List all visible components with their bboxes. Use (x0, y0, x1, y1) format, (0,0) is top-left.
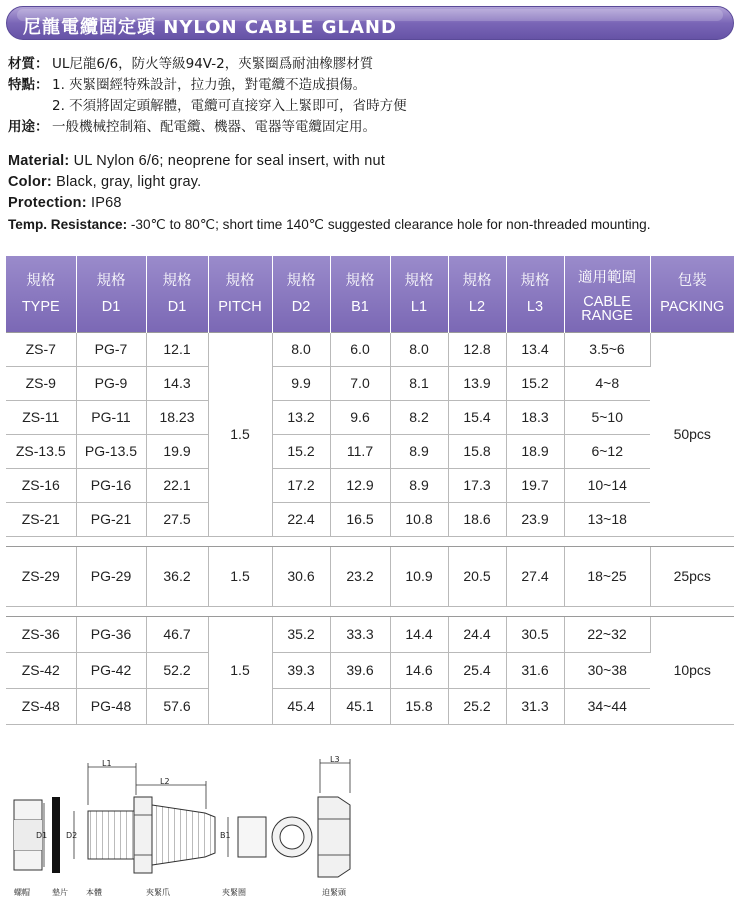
header-d1-pg: 規格 D1 (76, 256, 146, 332)
cell-l3: 18.9 (506, 434, 564, 468)
cell-l1: 8.1 (390, 366, 448, 400)
cell-type: ZS-16 (6, 468, 76, 502)
en-temp-key: Temp. Resistance: (8, 217, 128, 232)
page-title: 尼龍電纜固定頭 NYLON CABLE GLAND (23, 17, 397, 38)
cell-pg: PG-16 (76, 468, 146, 502)
cell-d1: 14.3 (146, 366, 208, 400)
cell-l2: 25.4 (448, 652, 506, 688)
header-l1: 規格 L1 (390, 256, 448, 332)
cell-pg: PG-9 (76, 366, 146, 400)
part-cap-label: 迫緊頭 (322, 888, 346, 897)
cell-type: ZS-48 (6, 688, 76, 724)
header-packing: 包裝 PACKING (650, 256, 734, 332)
zh-feature-line-2 (8, 96, 728, 117)
cell-pg: PG-29 (76, 546, 146, 606)
table-row (6, 400, 734, 434)
cell-l1: 10.9 (390, 546, 448, 606)
cell-d2: 9.9 (272, 366, 330, 400)
cell-range: 30~38 (564, 652, 650, 688)
part-body-label: 本體 (86, 888, 102, 897)
cell-type: ZS-7 (6, 332, 76, 366)
table-row (6, 652, 734, 688)
en-color-line (8, 172, 738, 193)
cell-range: 10~14 (564, 468, 650, 502)
en-material-key: Material: (8, 153, 70, 169)
cell-d1: 19.9 (146, 434, 208, 468)
cell-l3: 15.2 (506, 366, 564, 400)
cell-d1: 46.7 (146, 616, 208, 652)
cell-d2: 35.2 (272, 616, 330, 652)
cell-pg: PG-36 (76, 616, 146, 652)
cell-type: ZS-42 (6, 652, 76, 688)
cell-b1: 7.0 (330, 366, 390, 400)
cell-b1: 23.2 (330, 546, 390, 606)
cell-range: 3.5~6 (564, 332, 650, 366)
parts-diagram (0, 745, 740, 905)
cell-l3: 31.3 (506, 688, 564, 724)
cell-l2: 24.4 (448, 616, 506, 652)
cell-b1: 11.7 (330, 434, 390, 468)
cap-shape (318, 797, 350, 877)
cell-pitch: 1.5 (208, 616, 272, 724)
cell-d2: 22.4 (272, 502, 330, 536)
en-protection-key: Protection: (8, 195, 87, 211)
en-material-line (8, 151, 738, 172)
en-material-value: UL Nylon 6/6; neoprene for seal insert, with nut (69, 153, 385, 169)
dim-b1-label: B1 (220, 831, 231, 840)
cell-range: 5~10 (564, 400, 650, 434)
table-group-gap (6, 536, 734, 546)
cell-l2: 25.2 (448, 688, 506, 724)
cell-l2: 12.8 (448, 332, 506, 366)
cell-packing: 25pcs (650, 546, 734, 606)
cell-type: ZS-9 (6, 366, 76, 400)
table-row (6, 616, 734, 652)
cell-range: 13~18 (564, 502, 650, 536)
cell-l1: 8.9 (390, 434, 448, 468)
cell-l1: 15.8 (390, 688, 448, 724)
dim-l3-label: L3 (330, 755, 340, 764)
cell-packing: 50pcs (650, 332, 734, 536)
table-group-gap (6, 606, 734, 616)
cell-d1: 12.1 (146, 332, 208, 366)
zh-feature-key: 特點： (8, 77, 49, 93)
cell-pg: PG-21 (76, 502, 146, 536)
part-seal-label: 夾緊圈 (222, 888, 246, 897)
cell-l2: 20.5 (448, 546, 506, 606)
dim-d1-label: D1 (36, 831, 48, 840)
cell-range: 4~8 (564, 366, 650, 400)
cell-pg: PG-42 (76, 652, 146, 688)
cell-b1: 6.0 (330, 332, 390, 366)
cell-pitch: 1.5 (208, 332, 272, 536)
cell-pitch: 1.5 (208, 546, 272, 606)
claw-shape (152, 805, 215, 865)
cell-type: ZS-21 (6, 502, 76, 536)
spec-table (6, 256, 734, 725)
cell-type: ZS-36 (6, 616, 76, 652)
cell-d1: 57.6 (146, 688, 208, 724)
table-header-row (6, 256, 734, 332)
cell-d1: 22.1 (146, 468, 208, 502)
cell-range: 34~44 (564, 688, 650, 724)
table-row (6, 332, 734, 366)
table-row (6, 688, 734, 724)
header-pitch: 規格 PITCH (208, 256, 272, 332)
en-temp-line (8, 214, 738, 235)
cell-b1: 16.5 (330, 502, 390, 536)
header-l2: 規格 L2 (448, 256, 506, 332)
zh-spec-block (8, 54, 728, 138)
cell-d2: 30.6 (272, 546, 330, 606)
cell-d1: 18.23 (146, 400, 208, 434)
parts-diagram-svg (0, 745, 740, 905)
cell-packing: 10pcs (650, 616, 734, 724)
header-type: 規格 TYPE (6, 256, 76, 332)
part-claw-label: 夾緊爪 (146, 888, 170, 897)
cell-l1: 8.2 (390, 400, 448, 434)
cell-pg: PG-48 (76, 688, 146, 724)
cell-d2: 39.3 (272, 652, 330, 688)
cell-l3: 19.7 (506, 468, 564, 502)
cell-d2: 17.2 (272, 468, 330, 502)
zh-feature-2: 2. 不須將固定頭解體，電纜可直接穿入上緊即可，省時方便 (52, 98, 407, 114)
cell-l1: 14.4 (390, 616, 448, 652)
zh-feature-1: 1. 夾緊圈經特殊設計，拉力強，對電纜不造成損傷。 (52, 77, 367, 93)
cell-l1: 8.0 (390, 332, 448, 366)
table-row (6, 546, 734, 606)
cell-b1: 9.6 (330, 400, 390, 434)
cell-l3: 30.5 (506, 616, 564, 652)
cell-d1: 52.2 (146, 652, 208, 688)
cell-d2: 13.2 (272, 400, 330, 434)
en-protection-value: IP68 (86, 195, 122, 211)
table-row (6, 366, 734, 400)
table-row (6, 468, 734, 502)
zh-use-value: 一般機械控制箱、配電纜、機器、電器等電纜固定用。 (52, 119, 376, 135)
seal-shape (238, 817, 312, 857)
cell-d1: 27.5 (146, 502, 208, 536)
en-temp-value: -30℃ to 80℃; short time 140℃ suggested clearance hole for non-threaded mounting. (127, 217, 651, 232)
cell-l1: 14.6 (390, 652, 448, 688)
header-l3: 規格 L3 (506, 256, 564, 332)
header-b1: 規格 B1 (330, 256, 390, 332)
cell-d1: 36.2 (146, 546, 208, 606)
cell-l3: 23.9 (506, 502, 564, 536)
cell-b1: 45.1 (330, 688, 390, 724)
body-shape (88, 797, 152, 873)
cell-type: ZS-29 (6, 546, 76, 606)
part-gasket-label: 墊片 (52, 888, 68, 897)
cell-pg: PG-7 (76, 332, 146, 366)
dim-d2-label: D2 (66, 831, 78, 840)
table-row (6, 434, 734, 468)
cell-l2: 15.8 (448, 434, 506, 468)
zh-use-line (8, 117, 728, 138)
cell-l3: 31.6 (506, 652, 564, 688)
en-spec-block (8, 151, 738, 235)
zh-feature-line (8, 75, 728, 96)
cell-range: 6~12 (564, 434, 650, 468)
zh-material-key: 材質： (8, 56, 49, 72)
cell-b1: 12.9 (330, 468, 390, 502)
cell-d2: 8.0 (272, 332, 330, 366)
title-bar (6, 6, 734, 40)
zh-use-key: 用途： (8, 119, 49, 135)
header-d1: 規格 D1 (146, 256, 208, 332)
header-d2: 規格 D2 (272, 256, 330, 332)
cell-l2: 15.4 (448, 400, 506, 434)
cell-b1: 39.6 (330, 652, 390, 688)
cell-l2: 13.9 (448, 366, 506, 400)
dim-l1-label: L1 (102, 759, 112, 768)
cell-l3: 13.4 (506, 332, 564, 366)
cell-d2: 15.2 (272, 434, 330, 468)
cell-l3: 27.4 (506, 546, 564, 606)
cell-l1: 10.8 (390, 502, 448, 536)
zh-material-value: UL尼龍6/6，防火等級94V-2，夾緊圈爲耐油橡膠材質 (52, 56, 374, 72)
cell-pg: PG-13.5 (76, 434, 146, 468)
part-nut-label: 螺帽 (14, 888, 30, 897)
cell-type: ZS-11 (6, 400, 76, 434)
cell-b1: 33.3 (330, 616, 390, 652)
en-color-key: Color: (8, 174, 52, 190)
cell-l3: 18.3 (506, 400, 564, 434)
gasket-shape (52, 797, 60, 873)
cell-l2: 18.6 (448, 502, 506, 536)
zh-material-line (8, 54, 728, 75)
cell-l2: 17.3 (448, 468, 506, 502)
dim-l2-label: L2 (160, 777, 170, 786)
cell-d2: 45.4 (272, 688, 330, 724)
table-row (6, 502, 734, 536)
cell-type: ZS-13.5 (6, 434, 76, 468)
en-protection-line (8, 193, 738, 214)
cell-range: 18~25 (564, 546, 650, 606)
cell-l1: 8.9 (390, 468, 448, 502)
cell-range: 22~32 (564, 616, 650, 652)
header-cable-range: 適用範圍 CABLE RANGE (564, 256, 650, 332)
cell-pg: PG-11 (76, 400, 146, 434)
en-color-value: Black, gray, light gray. (51, 174, 202, 190)
